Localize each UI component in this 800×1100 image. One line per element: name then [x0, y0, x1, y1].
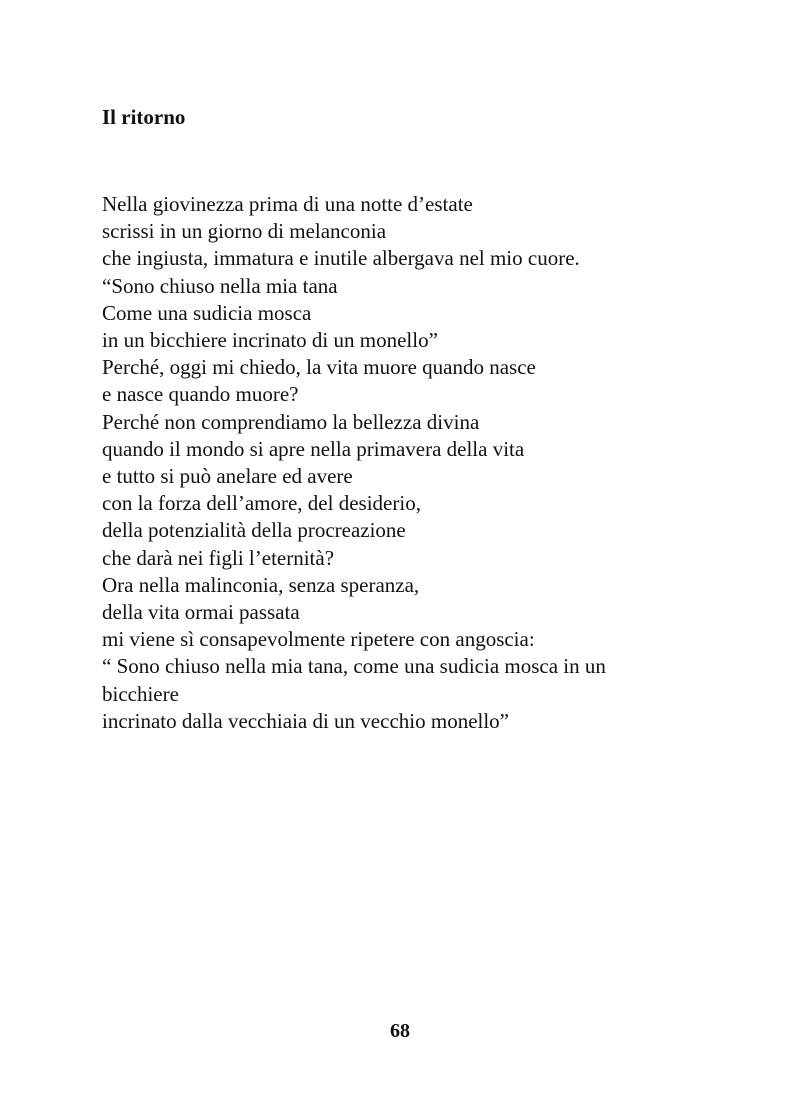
poem-line: “Sono chiuso nella mia tana	[102, 273, 338, 298]
poem-line: Perché non comprendiamo la bellezza divina	[102, 409, 480, 434]
poem-title: Il ritorno	[102, 105, 186, 129]
poem-line: Come una sudicia mosca	[102, 300, 312, 325]
poem-line: e tutto si può anelare ed avere	[102, 464, 353, 489]
poem-line: con la forza dell’amore, del desiderio,	[102, 491, 421, 516]
poem-line: quando il mondo si apre nella primavera della vita	[102, 436, 525, 461]
poem-line: incrinato dalla vecchiaia di un vecchio monello”	[102, 708, 509, 733]
poem-line: che darà nei figli l’eternità?	[102, 545, 335, 570]
poem-line: Perché, oggi mi chiedo, la vita muore quando nasce	[102, 355, 536, 380]
poem-line: “ Sono chiuso nella mia tana, come una sudicia mosca in un	[102, 654, 606, 679]
poem-line: in un bicchiere incrinato di un monello”	[102, 328, 438, 353]
poem-line: della vita ormai passata	[102, 600, 300, 625]
poem-line: e nasce quando muore?	[102, 382, 299, 407]
poem-line: della potenzialità della procreazione	[102, 518, 406, 543]
poem-line: mi viene sì consapevolmente ripetere con angoscia:	[102, 627, 535, 652]
poem-body	[102, 191, 606, 735]
page-number: 68	[390, 1020, 410, 1042]
poem-line: Nella giovinezza prima di una notte d’estate	[102, 192, 473, 216]
poem-line: che ingiusta, immatura e inutile albergava nel mio cuore.	[102, 246, 580, 271]
poem-line: bicchiere	[102, 681, 179, 706]
poem-line: scrissi in un giorno di melanconia	[102, 219, 387, 244]
poem-line: Ora nella malinconia, senza speranza,	[102, 572, 420, 597]
